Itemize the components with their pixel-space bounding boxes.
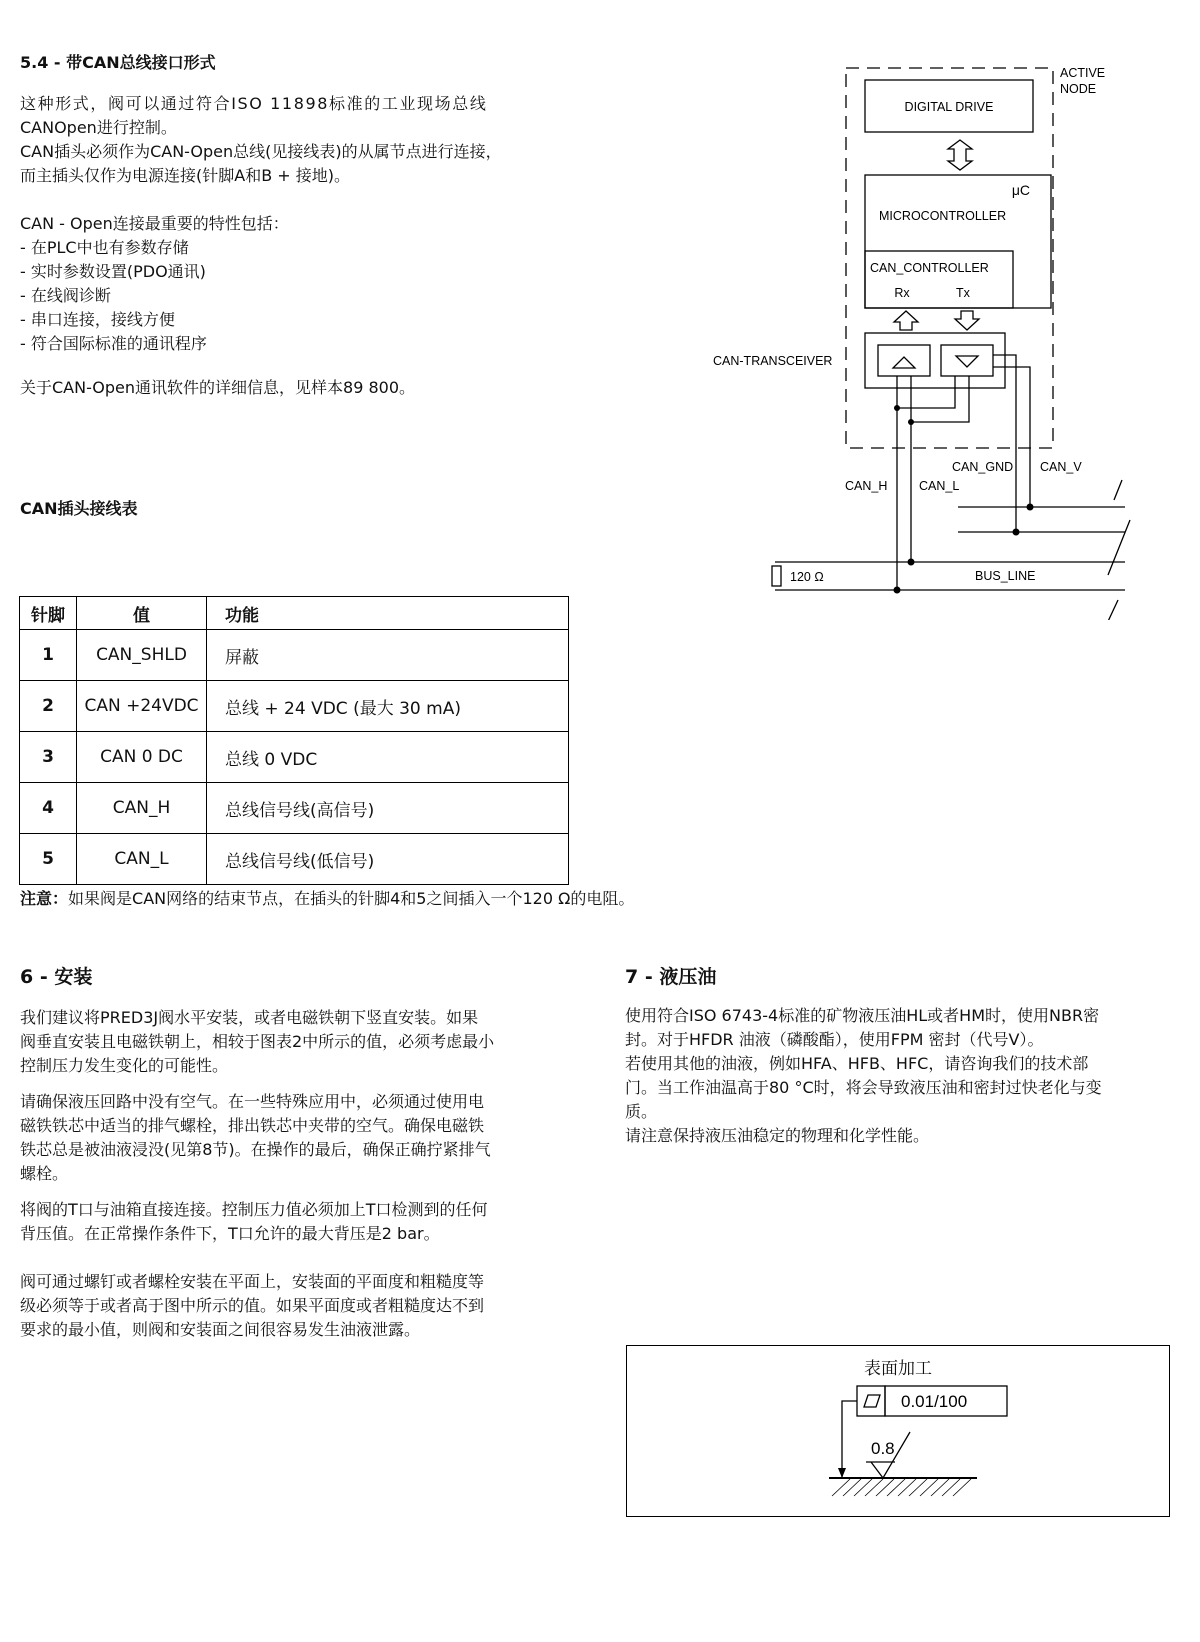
text-line: 磁铁铁芯中适当的排气螺栓，排出铁芯中夹带的空气。确保电磁铁	[20, 1116, 485, 1135]
junction-dot	[908, 419, 914, 425]
junction-dot	[1013, 529, 1020, 536]
mu-c-label: μC	[1011, 182, 1030, 198]
table-row	[20, 834, 569, 885]
note-label: 注意：	[20, 889, 69, 908]
function-cell: 总线信号线(高信号)	[207, 783, 569, 834]
active-node-boundary	[846, 68, 1053, 448]
text-line: 封。对于HFDR 油液（磷酸酯），使用FPM 密封（代号V）。	[625, 1030, 1044, 1049]
down-triangle-icon	[956, 356, 978, 367]
wire-tx-to-canl	[911, 376, 969, 422]
text-line: 要求的最小值，则阀和安装面之间很容易发生油液泄露。	[20, 1320, 421, 1339]
wiring-note	[20, 887, 634, 911]
text-line: 请确保液压回路中没有空气。在一些特殊应用中，必须通过使用电	[20, 1092, 485, 1111]
text-line: 质。	[625, 1102, 658, 1121]
text-line: 背压值。在正常操作条件下，T口允许的最大背压是2 bar。	[20, 1224, 440, 1243]
resistor-label: 120 Ω	[790, 570, 824, 584]
junction-dot	[1027, 504, 1034, 511]
function-cell: 总线 0 VDC	[207, 732, 569, 783]
bidirectional-arrow-icon	[948, 140, 972, 170]
leader-line	[842, 1401, 857, 1478]
text-line: 阀垂直安装且电磁铁朝上，相较于图表2中所示的值，必须考虑最小	[20, 1032, 495, 1051]
header-function: 功能	[207, 597, 569, 630]
header-pin: 针脚	[20, 597, 77, 630]
text-line: 级必须等于或者高于图中所示的值。如果平面度或者粗糙度达不到	[20, 1296, 485, 1315]
note-text: 如果阀是CAN网络的结束节点，在插头的针脚4和5之间插入一个120 Ω的电阻。	[68, 889, 635, 908]
wiring-table-title: CAN插头接线表	[20, 499, 138, 518]
intro-line: 这种形式，阀可以通过符合ISO 11898标准的工业现场总线	[20, 94, 488, 113]
text-line: 螺栓。	[20, 1164, 69, 1183]
rx-arrow-icon	[894, 311, 918, 330]
text-line: 阀可通过螺钉或者螺栓安装在平面上，安装面的平面度和粗糙度等	[20, 1272, 485, 1291]
text-line: 门。当工作油温高于80 °C时，将会导致液压油和密封过快老化与变	[625, 1078, 1102, 1097]
roughness-value: 0.8	[871, 1439, 895, 1458]
junction-dot	[894, 405, 900, 411]
text-line: 请注意保持液压油稳定的物理和化学性能。	[625, 1126, 930, 1145]
section-7-heading: 7 - 液压油	[625, 966, 717, 988]
active-node-label: ACTIVE	[1060, 66, 1106, 80]
intro-line: CAN插头必须作为CAN-Open总线(见接线表)的从属节点进行连接，	[20, 142, 502, 161]
text-line: 将阀的T口与油箱直接连接。控制压力值必须加上T口检测到的任何	[20, 1200, 488, 1219]
can-l-label: CAN_L	[919, 479, 960, 493]
up-triangle-icon	[893, 357, 915, 368]
paragraph	[20, 1090, 590, 1186]
wiring-table	[19, 596, 569, 885]
surface-finish-box	[626, 1345, 1170, 1517]
junction-dot	[908, 559, 915, 566]
surface-finish-drawing	[627, 1346, 1171, 1518]
features-title: CAN - Open连接最重要的特性包括：	[20, 214, 289, 233]
tx-arrow-icon	[955, 311, 979, 330]
table-row	[20, 783, 569, 834]
pin-cell: 4	[20, 783, 77, 834]
tx-label: Tx	[956, 286, 970, 300]
section-5-4-heading: 5.4 - 带CAN总线接口形式	[20, 53, 216, 72]
function-cell: 总线信号线(低信号)	[207, 834, 569, 885]
value-cell: CAN_SHLD	[77, 630, 207, 681]
transceiver-box	[865, 333, 1005, 388]
pin-cell: 2	[20, 681, 77, 732]
table-header-row	[20, 597, 569, 630]
table-row	[20, 630, 569, 681]
feature-item: - 实时参数设置(PDO通讯)	[20, 262, 206, 281]
tx-buffer	[941, 345, 993, 376]
rx-buffer	[878, 345, 930, 376]
arrow-head-icon	[838, 1468, 846, 1478]
bus-line-label: BUS_LINE	[975, 569, 1036, 583]
pin-cell: 5	[20, 834, 77, 885]
features-list	[20, 212, 580, 356]
digital-drive-label: DIGITAL DRIVE	[904, 100, 994, 114]
pin-cell: 3	[20, 732, 77, 783]
table-row	[20, 681, 569, 732]
feature-item: - 在PLC中也有参数存储	[20, 238, 189, 257]
text-line: 铁芯总是被油液浸没(见第8节)。在操作的最后，确保正确拧紧排气	[20, 1140, 491, 1159]
can-controller-label: CAN_CONTROLLER	[870, 261, 989, 275]
active-node-label-2: NODE	[1060, 82, 1097, 96]
value-cell: CAN +24VDC	[77, 681, 207, 732]
surface-finish-title: 表面加工	[864, 1359, 932, 1379]
text-line: 若使用其他的油液，例如HFA、HFB、HFC，请咨询我们的技术部	[625, 1054, 1089, 1073]
hatch-pattern	[832, 1479, 971, 1496]
feature-item: - 符合国际标准的通讯程序	[20, 334, 207, 353]
transceiver-label: CAN-TRANSCEIVER	[713, 354, 833, 368]
feature-item: - 在线阀诊断	[20, 286, 111, 305]
junction-dot	[894, 587, 901, 594]
text-line: 使用符合ISO 6743-4标准的矿物液压油HL或者HM时，使用NBR密	[625, 1006, 1100, 1025]
can-gnd-label: CAN_GND	[952, 460, 1014, 474]
table-row	[20, 732, 569, 783]
header-value: 值	[77, 597, 207, 630]
rx-label: Rx	[894, 286, 910, 300]
can-node-diagram	[700, 50, 1170, 620]
section-6-heading: 6 - 安装	[20, 966, 93, 988]
can-v-label: CAN_V	[1040, 460, 1082, 474]
text-line: 我们建议将PRED3J阀水平安装，或者电磁铁朝下竖直安装。如果	[20, 1008, 479, 1027]
pin-cell: 1	[20, 630, 77, 681]
paragraph	[20, 1006, 590, 1078]
function-cell: 屏蔽	[207, 630, 569, 681]
resistor-icon	[772, 566, 781, 586]
function-cell: 总线 + 24 VDC (最大 30 mA)	[207, 681, 569, 732]
intro-line: CANOpen进行控制。	[20, 118, 177, 137]
can-controller-box	[865, 251, 1013, 308]
microcontroller-label: MICROCONTROLLER	[879, 209, 1007, 223]
section-6-body	[20, 1006, 590, 1342]
can-h-label: CAN_H	[845, 479, 888, 493]
feature-item: - 串口连接，接线方便	[20, 310, 175, 329]
flatness-value: 0.01/100	[901, 1392, 968, 1411]
intro-line: 而主插头仅作为电源连接(针脚A和B + 接地)。	[20, 166, 350, 185]
wire-rx-to-canh	[897, 376, 955, 408]
text-line: 控制压力发生变化的可能性。	[20, 1056, 229, 1075]
value-cell: CAN 0 DC	[77, 732, 207, 783]
value-cell: CAN_H	[77, 783, 207, 834]
break-mark	[1104, 600, 1118, 620]
break-mark	[1114, 480, 1122, 500]
paragraph	[20, 1270, 590, 1342]
more-info: 关于CAN-Open通讯软件的详细信息，见样本89 800。	[20, 378, 416, 397]
section-5-4-intro	[20, 92, 580, 188]
section-7-body	[625, 1004, 1185, 1148]
paragraph	[20, 1198, 590, 1246]
flatness-symbol-cell	[857, 1386, 885, 1416]
value-cell: CAN_L	[77, 834, 207, 885]
break-mark	[1108, 520, 1130, 575]
flatness-icon	[864, 1395, 880, 1407]
